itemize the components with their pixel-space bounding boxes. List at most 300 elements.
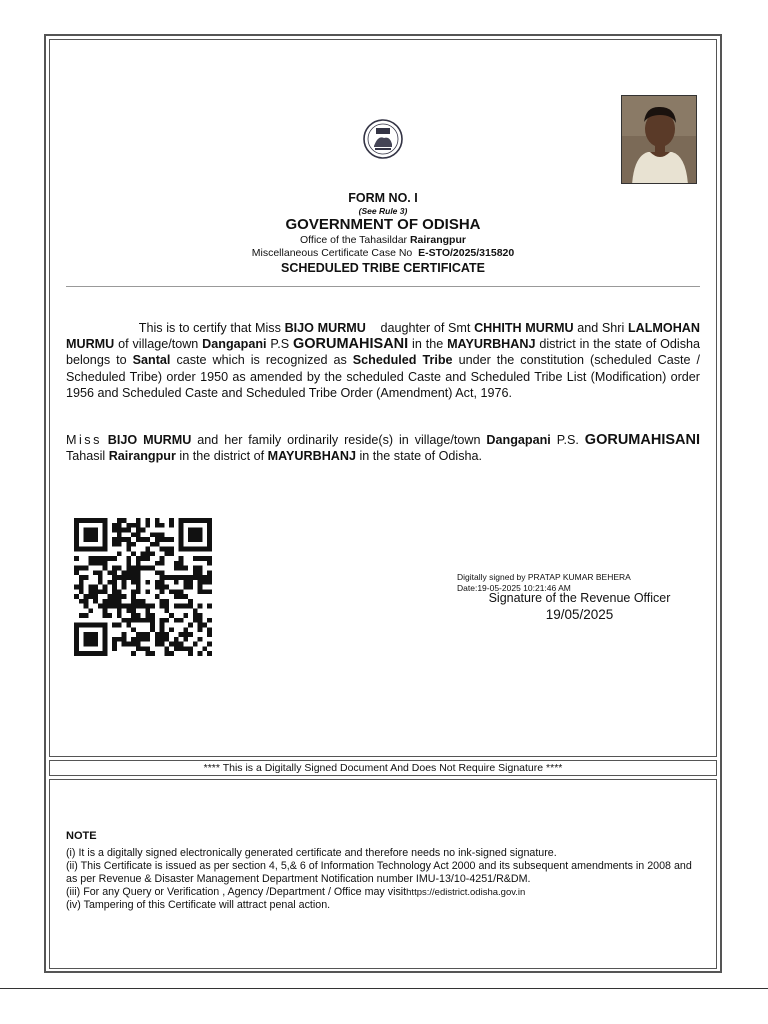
qr-module xyxy=(198,575,203,580)
text: P.S. xyxy=(556,433,579,447)
text: under the constitution (scheduled Caste / Scheduled Tribe) order 1950 as amended by the scheduled Caste and Scheduled Tribe List (Modification) order 1956 and Scheduled Caste and Scheduled Tribe Order (Amendment) Act, 1976. xyxy=(66,353,701,400)
qr-module xyxy=(198,604,203,609)
qr-module xyxy=(79,566,84,571)
qr-module xyxy=(207,556,212,561)
qr-module xyxy=(126,618,131,623)
qr-module xyxy=(141,551,146,556)
qr-module xyxy=(117,594,122,599)
qr-module xyxy=(122,637,127,642)
qr-module xyxy=(160,532,165,537)
qr-module xyxy=(79,613,84,618)
qr-module xyxy=(112,637,117,642)
qr-module xyxy=(98,623,103,628)
qr-module xyxy=(131,627,136,632)
qr-module xyxy=(74,594,79,599)
qr-module xyxy=(126,575,131,580)
qr-module xyxy=(183,518,188,523)
district-name: MAYURBHANJ xyxy=(267,449,356,464)
qr-module xyxy=(98,589,103,594)
qr-module xyxy=(84,642,89,647)
qr-module xyxy=(169,642,174,647)
qr-module xyxy=(98,651,103,656)
qr-module xyxy=(193,556,198,561)
qr-module xyxy=(174,646,179,651)
qr-module xyxy=(145,632,150,637)
qr-module xyxy=(150,618,155,623)
qr-module xyxy=(145,580,150,585)
qr-module xyxy=(174,580,179,585)
qr-module xyxy=(131,604,136,609)
qr-module xyxy=(141,528,146,533)
qr-module xyxy=(188,585,193,590)
qr-module xyxy=(122,518,127,523)
qr-module xyxy=(84,566,89,571)
qr-module xyxy=(193,575,198,580)
qr-module xyxy=(179,594,184,599)
qr-module xyxy=(188,575,193,580)
see-rule: (See Rule 3) xyxy=(358,206,408,216)
qr-module xyxy=(198,613,203,618)
office-prefix: Office of the Tahasildar xyxy=(300,234,408,246)
qr-module xyxy=(150,627,155,632)
qr-module xyxy=(155,537,160,542)
qr-module xyxy=(150,542,155,547)
qr-module xyxy=(141,632,146,637)
qr-module xyxy=(84,518,89,523)
qr-module xyxy=(112,580,117,585)
qr-module xyxy=(145,637,150,642)
qr-module xyxy=(198,589,203,594)
qr-module xyxy=(188,547,193,552)
qr-module xyxy=(207,642,212,647)
qr-module xyxy=(117,532,122,537)
note-item-4: (iv) Tampering of this Certificate will attract penal action. xyxy=(66,899,331,912)
qr-module xyxy=(183,575,188,580)
qr-module xyxy=(98,556,103,561)
qr-module xyxy=(174,561,179,566)
qr-module xyxy=(84,632,89,637)
qr-module xyxy=(169,523,174,528)
certificate-title: SCHEDULED TRIBE CERTIFICATE xyxy=(281,261,485,275)
qr-module xyxy=(112,604,117,609)
note-item-2: (ii) This Certificate is issued as per section 4, 5,& 6 of Information Technology Act 2000 and its subsequent amendments in 2008 and as per Revenue & Disaster Management Department Notification number IMU-13/10-4251/R&DM. xyxy=(66,860,692,886)
qr-module xyxy=(207,537,212,542)
qr-module xyxy=(150,551,155,556)
certificate-paragraph-1 xyxy=(66,320,700,401)
qr-module xyxy=(74,566,79,571)
qr-module xyxy=(183,646,188,651)
qr-module xyxy=(188,604,193,609)
qr-module xyxy=(122,594,127,599)
qr-module xyxy=(207,580,212,585)
qr-module xyxy=(122,580,127,585)
qr-module xyxy=(88,623,93,628)
qr-module xyxy=(198,618,203,623)
qr-module xyxy=(164,599,169,604)
qr-module xyxy=(202,575,207,580)
qr-module xyxy=(179,537,184,542)
qr-module xyxy=(79,580,84,585)
qr-module xyxy=(74,542,79,547)
qr-module xyxy=(155,532,160,537)
qr-module xyxy=(136,532,141,537)
qr-module xyxy=(98,580,103,585)
qr-module xyxy=(183,580,188,585)
qr-module xyxy=(207,627,212,632)
qr-module xyxy=(188,532,193,537)
qr-module xyxy=(103,608,108,613)
qr-module xyxy=(155,561,160,566)
qr-module xyxy=(74,518,79,523)
qr-module xyxy=(188,518,193,523)
qr-module xyxy=(174,575,179,580)
qr-module xyxy=(112,528,117,533)
qr-module xyxy=(145,566,150,571)
qr-module xyxy=(179,575,184,580)
qr-module xyxy=(145,518,150,523)
qr-module xyxy=(117,518,122,523)
qr-module xyxy=(160,589,165,594)
qr-module xyxy=(202,580,207,585)
qr-module xyxy=(141,556,146,561)
qr-module xyxy=(112,523,117,528)
qr-module xyxy=(160,599,165,604)
government-title: GOVERNMENT OF ODISHA xyxy=(285,216,481,233)
text: and Shri xyxy=(577,321,625,335)
qr-module xyxy=(84,537,89,542)
qr-module xyxy=(202,556,207,561)
qr-module xyxy=(93,532,98,537)
note-title: NOTE xyxy=(66,830,97,842)
qr-module xyxy=(103,542,108,547)
qr-module xyxy=(112,646,117,651)
text: caste which is recognized as xyxy=(176,353,347,368)
qr-module xyxy=(188,651,193,656)
qr-module xyxy=(145,604,150,609)
qr-module xyxy=(126,642,131,647)
qr-module xyxy=(188,646,193,651)
qr-module xyxy=(112,556,117,561)
qr-module xyxy=(84,651,89,656)
note-item-1: (i) It is a digitally signed electronically generated certificate and therefore needs no ink-signed signature. xyxy=(66,847,557,859)
qr-module xyxy=(74,651,79,656)
qr-module xyxy=(183,613,188,618)
applicant-name: BIJO MURMU xyxy=(107,433,192,447)
qr-module xyxy=(126,561,131,566)
case-number: E-STO/2025/315820 xyxy=(418,247,515,259)
text: in the state of Odisha. xyxy=(359,449,483,464)
text: in the district of xyxy=(179,449,265,464)
qr-module xyxy=(202,623,207,628)
qr-module xyxy=(93,547,98,552)
digital-signature-by: Digitally signed by PRATAP KUMAR BEHERA xyxy=(457,572,631,582)
qr-module xyxy=(164,604,169,609)
qr-module xyxy=(98,561,103,566)
qr-module xyxy=(202,646,207,651)
case-line xyxy=(60,247,706,259)
qr-module xyxy=(98,547,103,552)
qr-module xyxy=(164,646,169,651)
qr-module xyxy=(74,523,79,528)
qr-module xyxy=(160,623,165,628)
qr-module xyxy=(131,566,136,571)
qr-module xyxy=(145,589,150,594)
qr-module xyxy=(164,585,169,590)
qr-module xyxy=(103,623,108,628)
qr-module xyxy=(93,632,98,637)
qr-module xyxy=(169,575,174,580)
qr-module xyxy=(174,642,179,647)
qr-module xyxy=(188,580,193,585)
qr-module xyxy=(117,542,122,547)
qr-module xyxy=(193,613,198,618)
qr-module xyxy=(145,618,150,623)
qr-module xyxy=(79,547,84,552)
qr-module xyxy=(155,542,160,547)
qr-module xyxy=(136,637,141,642)
qr-module xyxy=(79,585,84,590)
qr-module xyxy=(198,623,203,628)
qr-module xyxy=(107,599,112,604)
qr-module xyxy=(122,570,127,575)
qr-module xyxy=(198,547,203,552)
qr-module xyxy=(198,556,203,561)
qr-module xyxy=(84,532,89,537)
qr-module xyxy=(169,518,174,523)
qr-module xyxy=(198,532,203,537)
qr-module xyxy=(112,542,117,547)
qr-module xyxy=(136,580,141,585)
qr-module xyxy=(164,651,169,656)
qr-module xyxy=(150,613,155,618)
category-name: Scheduled Tribe xyxy=(352,353,453,368)
qr-module xyxy=(183,637,188,642)
qr-module xyxy=(131,594,136,599)
qr-module xyxy=(93,589,98,594)
police-station: GORUMAHISANI xyxy=(584,432,700,448)
qr-module xyxy=(164,547,169,552)
qr-module xyxy=(155,580,160,585)
qr-module xyxy=(93,623,98,628)
qr-module xyxy=(174,637,179,642)
qr-module xyxy=(188,537,193,542)
qr-module xyxy=(117,604,122,609)
qr-module xyxy=(126,528,131,533)
qr-module xyxy=(179,528,184,533)
qr-module xyxy=(155,642,160,647)
qr-module xyxy=(174,589,179,594)
qr-module xyxy=(207,561,212,566)
qr-module xyxy=(117,575,122,580)
qr-module xyxy=(74,532,79,537)
qr-module xyxy=(145,608,150,613)
qr-module xyxy=(136,556,141,561)
qr-module xyxy=(122,585,127,590)
applicant-photo xyxy=(621,95,697,184)
qr-module xyxy=(98,518,103,523)
note-item-3 xyxy=(66,886,706,899)
note-list xyxy=(66,847,706,912)
qr-module xyxy=(126,556,131,561)
qr-module xyxy=(117,523,122,528)
qr-module xyxy=(198,537,203,542)
caste-name: Santal xyxy=(132,353,171,368)
qr-module xyxy=(155,637,160,642)
qr-module xyxy=(141,637,146,642)
qr-module xyxy=(88,518,93,523)
qr-module xyxy=(193,566,198,571)
qr-module xyxy=(107,580,112,585)
qr-module xyxy=(160,547,165,552)
qr-module xyxy=(183,627,188,632)
qr-module xyxy=(107,556,112,561)
qr-module xyxy=(188,623,193,628)
qr-module xyxy=(103,642,108,647)
qr-module xyxy=(160,561,165,566)
village-name: Dangapani xyxy=(486,433,551,447)
qr-module xyxy=(155,632,160,637)
qr-module xyxy=(155,518,160,523)
qr-module xyxy=(169,537,174,542)
qr-module xyxy=(112,585,117,590)
qr-module xyxy=(136,537,141,542)
tahasil-name: Rairangpur xyxy=(108,449,176,464)
qr-module xyxy=(198,580,203,585)
qr-module xyxy=(131,532,136,537)
qr-module xyxy=(198,570,203,575)
qr-module xyxy=(93,528,98,533)
qr-module xyxy=(112,566,117,571)
qr-module xyxy=(103,566,108,571)
qr-module xyxy=(122,632,127,637)
qr-module xyxy=(103,556,108,561)
qr-module xyxy=(207,542,212,547)
qr-module xyxy=(136,632,141,637)
qr-module xyxy=(193,618,198,623)
qr-module xyxy=(179,523,184,528)
qr-module xyxy=(93,561,98,566)
qr-module xyxy=(179,642,184,647)
qr-module xyxy=(79,623,84,628)
qr-module xyxy=(112,599,117,604)
qr-module xyxy=(136,575,141,580)
qr-module xyxy=(103,613,108,618)
signature-date: 19/05/2025 xyxy=(545,607,614,622)
qr-module xyxy=(93,599,98,604)
qr-module xyxy=(150,623,155,628)
qr-module xyxy=(145,613,150,618)
qr-module xyxy=(98,604,103,609)
qr-module xyxy=(136,570,141,575)
qr-module xyxy=(126,604,131,609)
qr-module xyxy=(179,566,184,571)
qr-module xyxy=(93,637,98,642)
qr-module xyxy=(88,585,93,590)
qr-module xyxy=(160,523,165,528)
qr-module xyxy=(198,566,203,571)
qr-module xyxy=(193,537,198,542)
qr-code-icon[interactable] xyxy=(70,518,216,656)
verification-link[interactable]: https://edistrict.odisha.gov.in xyxy=(406,887,526,899)
qr-module xyxy=(160,642,165,647)
qr-module xyxy=(84,623,89,628)
qr-module xyxy=(179,604,184,609)
text: district in the state of Odisha belongs to xyxy=(66,337,701,368)
qr-module xyxy=(160,604,165,609)
qr-module xyxy=(183,585,188,590)
qr-module xyxy=(131,580,136,585)
qr-module xyxy=(131,613,136,618)
qr-module xyxy=(84,613,89,618)
qr-module xyxy=(136,518,141,523)
header-divider xyxy=(66,286,700,287)
qr-module xyxy=(179,547,184,552)
qr-module xyxy=(84,547,89,552)
qr-module xyxy=(107,613,112,618)
qr-module xyxy=(74,623,79,628)
qr-module xyxy=(198,518,203,523)
qr-module xyxy=(150,651,155,656)
qr-module xyxy=(207,523,212,528)
qr-module xyxy=(126,570,131,575)
qr-module xyxy=(145,537,150,542)
qr-module xyxy=(103,532,108,537)
qr-module xyxy=(188,528,193,533)
qr-module xyxy=(103,632,108,637)
qr-module xyxy=(112,570,117,575)
qr-module xyxy=(160,575,165,580)
qr-module xyxy=(145,646,150,651)
qr-module xyxy=(198,585,203,590)
qr-module xyxy=(202,518,207,523)
qr-module xyxy=(136,599,141,604)
signature-title: Signature of the Revenue Officer xyxy=(488,591,671,605)
qr-module xyxy=(155,570,160,575)
qr-module xyxy=(126,566,131,571)
qr-module xyxy=(141,618,146,623)
qr-module xyxy=(207,618,212,623)
qr-module xyxy=(117,551,122,556)
qr-module xyxy=(136,613,141,618)
qr-module xyxy=(169,613,174,618)
qr-module xyxy=(117,537,122,542)
qr-module xyxy=(179,632,184,637)
village-name: Dangapani xyxy=(202,337,267,352)
qr-module xyxy=(122,528,127,533)
qr-module xyxy=(131,618,136,623)
qr-module xyxy=(84,575,89,580)
qr-module xyxy=(155,523,160,528)
qr-module xyxy=(193,518,198,523)
qr-module xyxy=(164,575,169,580)
qr-module xyxy=(183,604,188,609)
text: This is to certify that Miss xyxy=(138,321,281,335)
page-bottom-rule xyxy=(0,988,768,989)
qr-module xyxy=(179,518,184,523)
qr-module xyxy=(198,637,203,642)
qr-module xyxy=(164,618,169,623)
qr-module xyxy=(207,589,212,594)
qr-module xyxy=(169,551,174,556)
qr-module xyxy=(88,556,93,561)
qr-module xyxy=(136,646,141,651)
qr-module xyxy=(174,604,179,609)
qr-module xyxy=(88,651,93,656)
qr-module xyxy=(164,551,169,556)
qr-module xyxy=(93,651,98,656)
qr-module xyxy=(88,532,93,537)
qr-module xyxy=(126,608,131,613)
